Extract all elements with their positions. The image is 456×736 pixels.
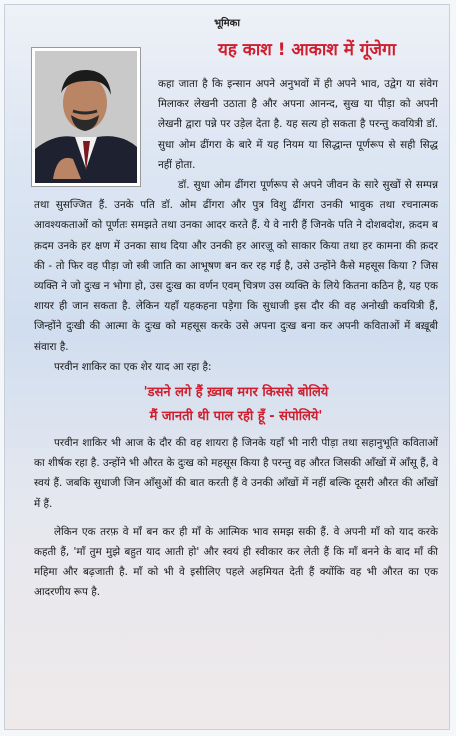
paragraph-5: लेकिन एक तरफ़ वे माँ बन कर ही माँ के आत्मिक भाव समझ सकी हैं. वे अपनी माँ को याद करके कहती हैं, 'माँ तुम मुझे बहुत याद आती हो' और स्वयं ही स्वीकार कर लेती हैं कि माँ बनने के बाद माँ की महिमा और बढ़जाती है. माँ को भी वे इसीलिए पहले अहमियत देती हैं क्योंकि वह भी औरत का एक आदरणीय रूप है. [34,525,438,599]
article-page [4,4,450,730]
paragraph-3: परवीन शाकिर का एक शेर याद आ रहा है: [54,360,212,373]
paragraph-2: डॉ. सुधा ओम ढींगरा पूर्णरूप से अपने जीवन के सारे सुखों से सम्पन्न तथा सुसज्जित हैं. उनके पति डॉ. ओम ढींगरा और पुत्र विशु ढींगरा उनकी भावुक तथा रचनात्मक आवश्यकताओं को पूर्णतः समझते तथा उनका आदर करते हैं. ये वे नारी हैं जिनके पति ने दोशबदोश, क़दम ब क़दम उनके हर क्षण में उनका साथ दिया और उनकी हर आरज़ू को साकार किया तथा हर कामना की क़दर की - तो फिर वह पीड़ा जो स्त्री जाति का आभूषण बन कर रह गई है, उसे उन्होंने कैसे महसूस किया ? जिस व्यक्ति ने जो दुःख न भोगा हो, उस दुःख का वर्णन एवम् चित्रण उस व्यक्ति के लिये कितना कठिन है, यह एक शायर ही जान सकता है. लेकिन यहाँ यहकहना पड़ेगा कि सुधाजी इस दौर की वह अनोखी कवयित्री हैं, जिन्होंने दुःखी की आत्मा के दुःख को महसूस करके उसे अपना दुःख बना कर अपनी कविताओं में बख़ूबी संवारा है. [34,179,438,353]
couplet [34,381,438,429]
paragraph-4: परवीन शाकिर भी आज के दौर की वह शायरा है जिनके यहाँ भी नारी पीड़ा तथा सहानुभूति कविताओं का शीर्षक रहा है. उन्होंने भी औरत के दुःख को महसूस किया है परन्तु वह औरत जिसकी आँखों में आँसू हैं, वे स्वयं हैं. जबकि सुधाजी जिन आँसुओं की बात करती हैं वे उनकी आँखों में नहीं बल्कि दूसरी औरत की आँखों में हैं. [34,437,438,510]
paragraph-1: कहा जाता है कि इन्सान अपने अनुभवों में ही अपने भाव, उद्वेग या संवेग मिलाकर लेखनी उठाता है और अपना आनन्द, सुख या पीड़ा को अपनी लेखनी द्वारा पन्ने पर उड़ेल देता है. यह सत्य हो सकता है परन्तु कवयित्री डॉ. सुधा ओम ढींगरा के बारे में यह नियम या सिद्धान्त पूर्णरूप से सही सिद्ध नहीं होता. [158,78,438,171]
couplet-line-1: 'डसने लगे हैं ख़्वाब मगर किससे बोलिये [143,385,329,401]
couplet-line-2: मैं जानती थी पाल रही हूँ - संपोलिये' [149,409,323,425]
article-body [34,74,438,603]
article-title: यह काश ! आकाश में गूंजेगा [218,40,396,60]
photo-spacer [34,74,158,186]
section-label: भूमिका [214,18,240,29]
